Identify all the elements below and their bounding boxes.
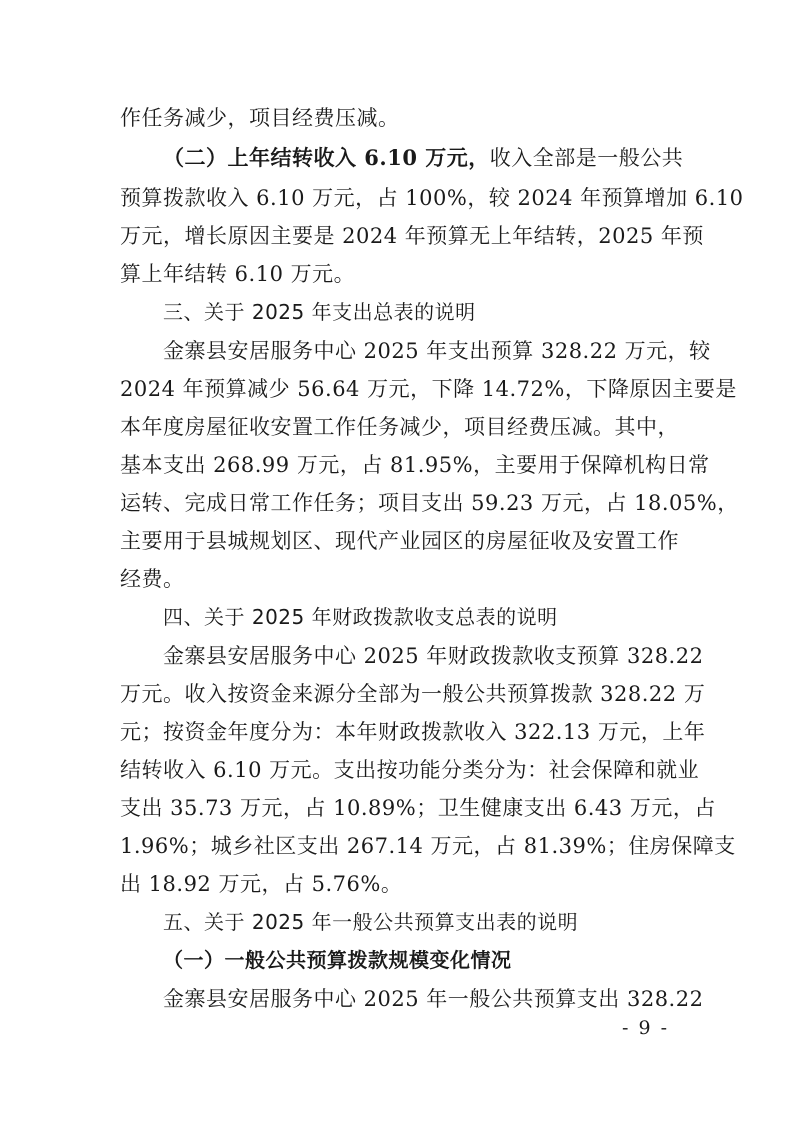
text-line: 预算拨款收入 6.10 万元，占 100%，较 2024 年预算增加 6.10 <box>120 186 744 210</box>
section-heading-3: 三、关于 2025 年支出总表的说明 <box>163 300 476 324</box>
text-line: 万元。收入按资金来源分全部为一般公共预算拨款 328.22 万 <box>120 682 706 706</box>
text-line: 金寨县安居服务中心 2025 年一般公共预算支出 328.22 <box>163 987 704 1011</box>
text-line: 算上年结转 6.10 万元。 <box>120 262 356 286</box>
text-line: 作任务减少，项目经费压减。 <box>120 106 400 130</box>
text-line: 2024 年预算减少 56.64 万元，下降 14.72%，下降原因主要是 <box>120 377 737 401</box>
text-line: 结转收入 6.10 万元。支出按功能分类分为：社会保障和就业 <box>120 758 700 782</box>
bold-heading-fragment: （二）上年结转收入 6.10 万元， <box>163 145 490 170</box>
text-line: 金寨县安居服务中心 2025 年财政拨款收支预算 328.22 <box>163 644 704 668</box>
text-line: 经费。 <box>120 567 185 591</box>
subsection-heading: （一）一般公共预算拨款规模变化情况 <box>163 948 512 972</box>
section-heading-4: 四、关于 2025 年财政拨款收支总表的说明 <box>163 605 558 629</box>
page-number: - 9 - <box>622 1017 670 1039</box>
text-line: 1.96%；城乡社区支出 267.14 万元，占 81.39%；住房保障支 <box>120 834 736 858</box>
text-line: 金寨县安居服务中心 2025 年支出预算 328.22 万元，较 <box>163 339 711 363</box>
text-fragment: 收入全部是一般公共 <box>489 146 684 170</box>
text-line <box>163 143 684 173</box>
text-line: 基本支出 268.99 万元，占 81.95%，主要用于保障机构日常 <box>120 453 710 477</box>
text-line: 主要用于县城规划区、现代产业园区的房屋征收及安置工作 <box>120 529 679 553</box>
text-line: 元；按资金年度分为：本年财政拨款收入 322.13 万元，上年 <box>120 720 706 744</box>
text-line: 支出 35.73 万元，占 10.89%；卫生健康支出 6.43 万元，占 <box>120 796 716 820</box>
text-line: 出 18.92 万元，占 5.76%。 <box>120 872 403 896</box>
text-line: 运转、完成日常工作任务；项目支出 59.23 万元，占 18.05%， <box>120 491 739 515</box>
section-heading-5: 五、关于 2025 年一般公共预算支出表的说明 <box>163 910 579 934</box>
text-line: 本年度房屋征收安置工作任务减少，项目经费压减。其中， <box>120 415 679 439</box>
text-line: 万元，增长原因主要是 2024 年预算无上年结转，2025 年预 <box>120 224 704 248</box>
